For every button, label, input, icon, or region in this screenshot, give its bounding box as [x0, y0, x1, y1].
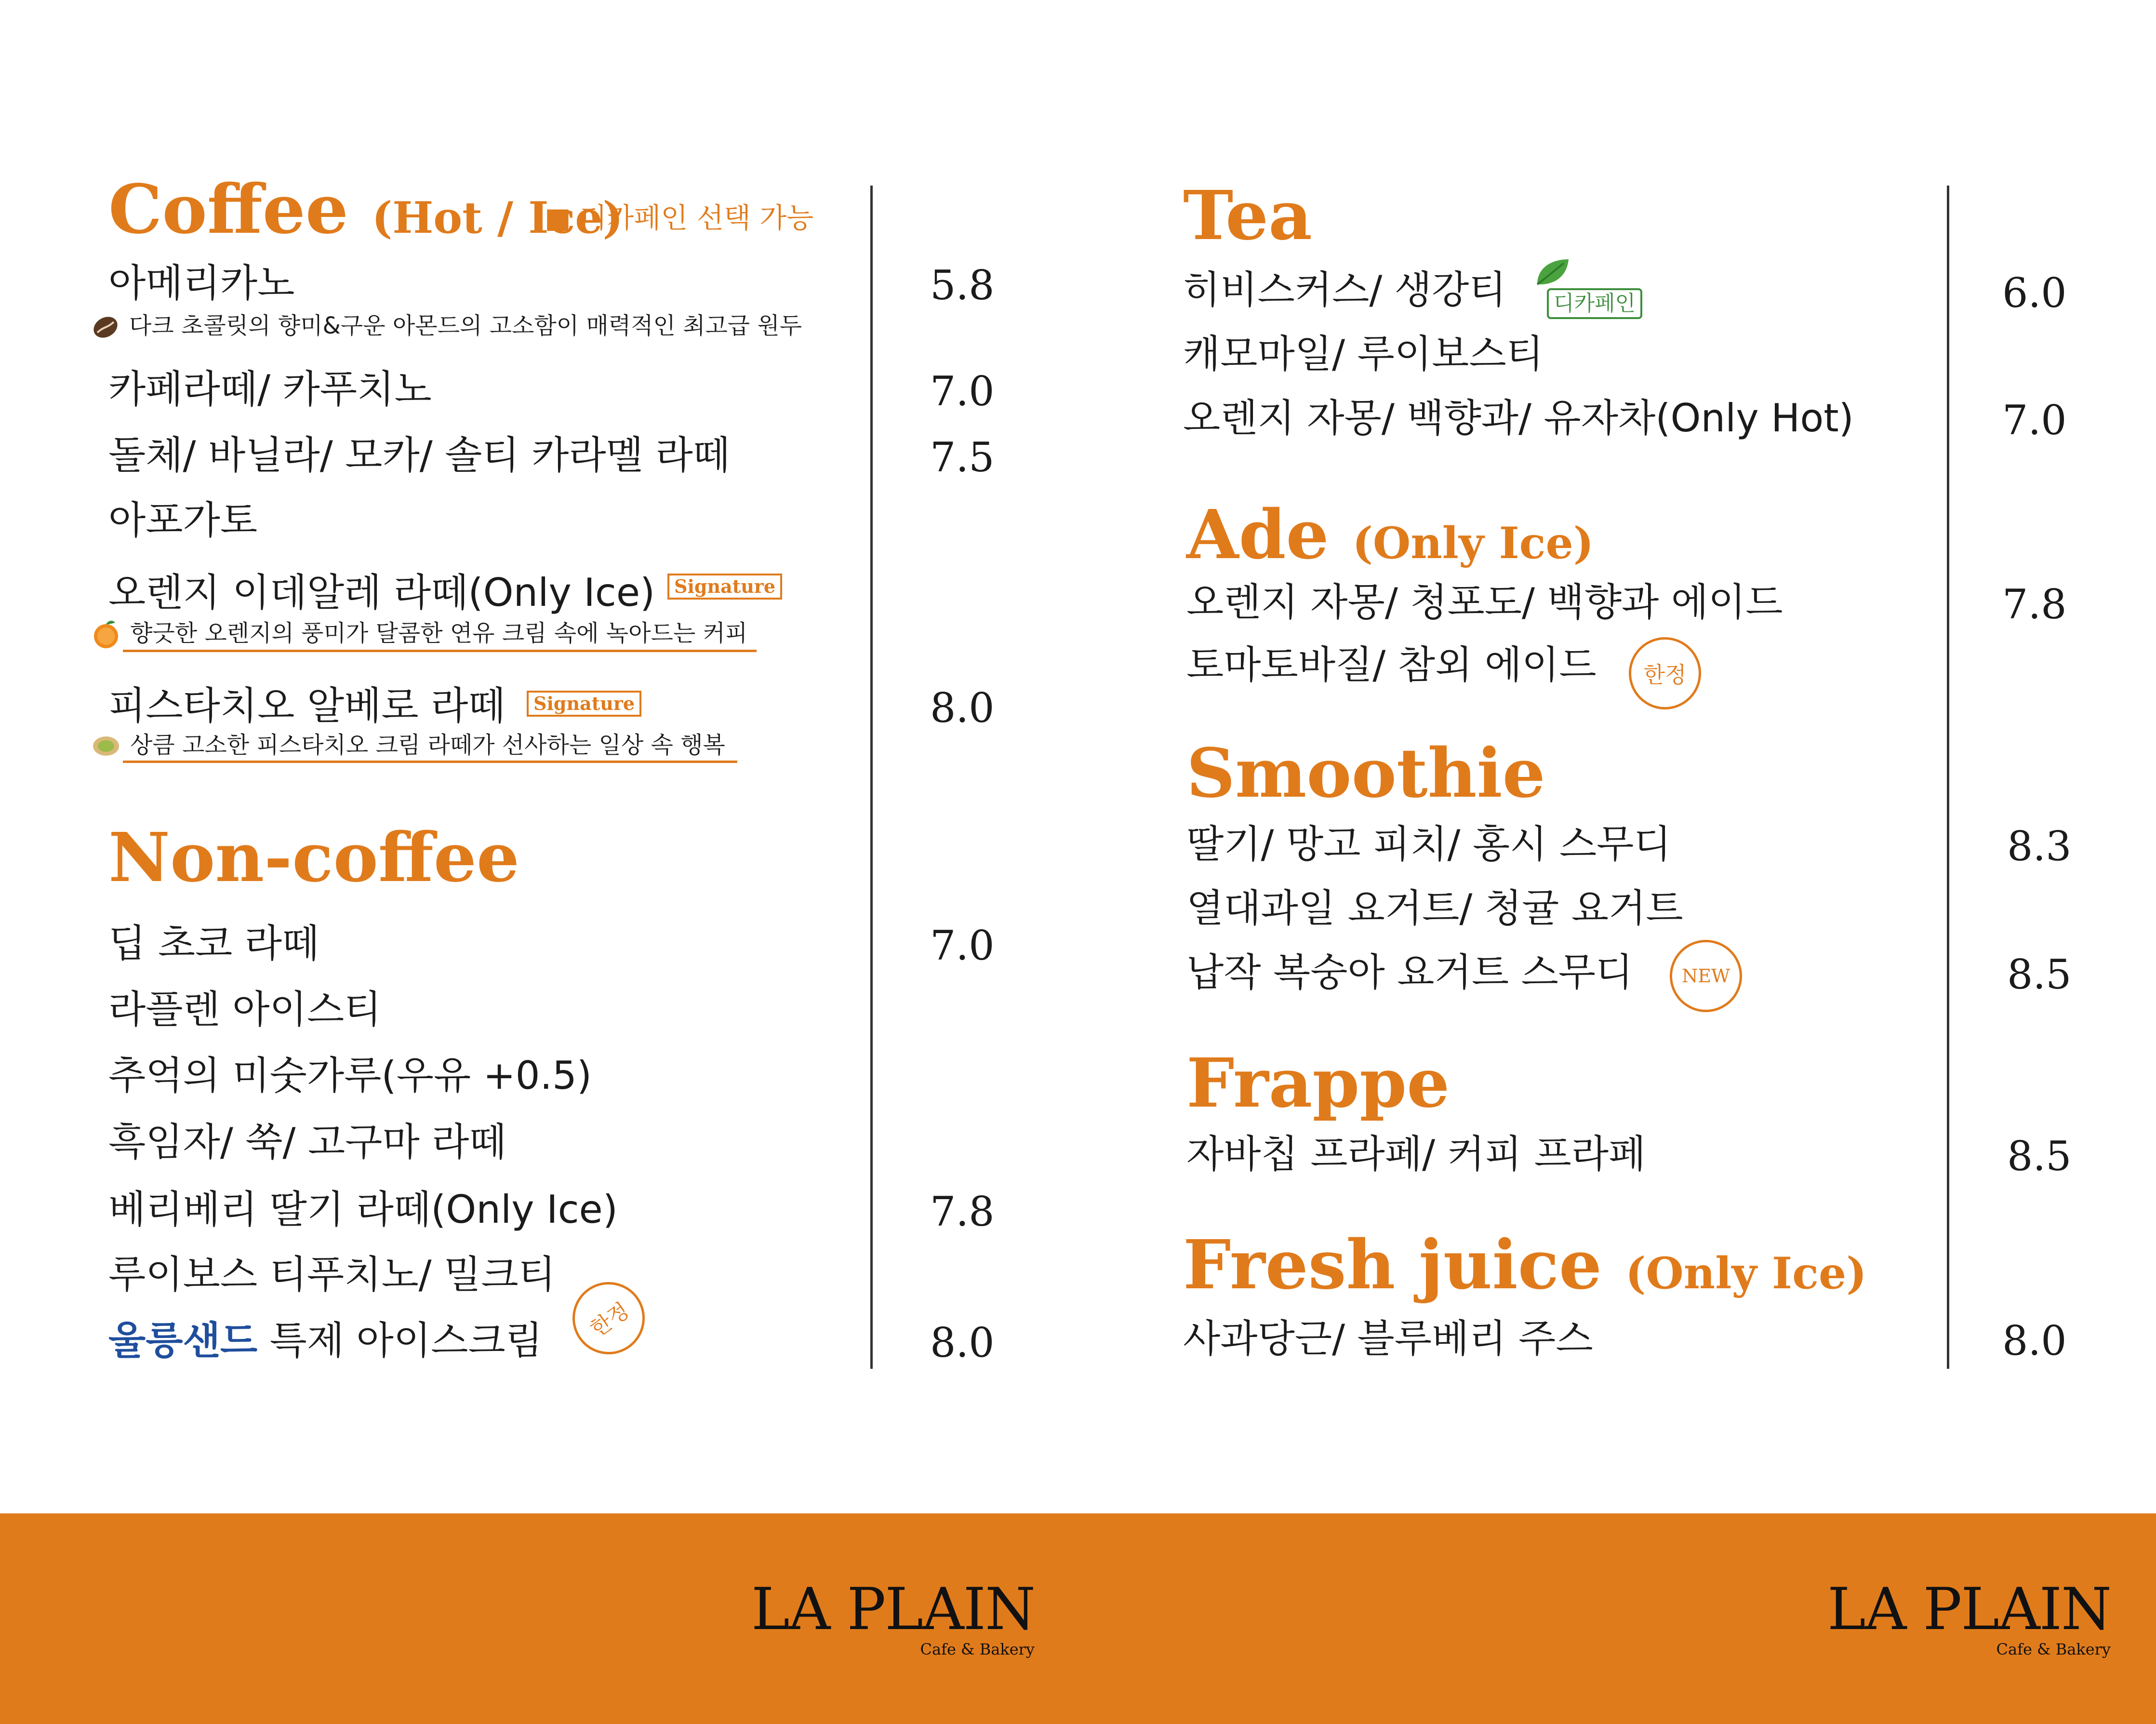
coffee-subtitle: (Hot / Ice)	[372, 192, 624, 243]
desc-pistachio-latte: 상큼 고소한 피스타치오 크림 라떼가 선사하는 일상 속 행복	[130, 732, 725, 759]
logo-right	[1827, 1576, 2111, 1658]
ulleung-rest: 특제 아이스크림	[257, 1318, 543, 1363]
menu-item-americano: 아메리카노	[108, 261, 295, 306]
menu-item-smoothie-fruit: 딸기/ 망고 피치/ 홍시 스무디	[1186, 822, 1671, 867]
juice-title: Fresh juice	[1183, 1226, 1602, 1305]
price-cafe-latte: 7.0	[930, 368, 995, 415]
decaf-badge: 디카페인	[1547, 288, 1642, 319]
ulleung-highlight: 울릉샌드	[108, 1318, 258, 1363]
desc-underline	[123, 761, 737, 763]
frappe-title: Frappe	[1186, 1044, 1450, 1123]
menu-item-ade-tomato: 토마토바질/ 참외 에이드	[1186, 642, 1597, 687]
noncoffee-title: Non-coffee	[108, 818, 519, 897]
signature-badge: Signature	[527, 691, 641, 717]
menu-item-yogurt: 열대과일 요거트/ 청귤 요거트	[1186, 886, 1683, 931]
price-frappe: 8.5	[2007, 1133, 2072, 1180]
menu-item-strawberry-latte: 베리베리 딸기 라떼(Only Ice)	[108, 1187, 618, 1232]
menu-item-ade-citrus: 오렌지 자몽/ 청포도/ 백향과 에이드	[1186, 580, 1783, 625]
column-divider	[870, 186, 873, 1369]
menu-item-hibiscus: 히비스커스/ 생강티	[1183, 267, 1506, 312]
menu-item-orange-latte: 오렌지 이데알레 라떼(Only Ice)	[108, 570, 655, 615]
price-citrus-tea: 7.0	[2002, 397, 2067, 444]
menu-item-misutgaru: 추억의 미숫가루(우유 +0.5)	[108, 1053, 592, 1098]
logo-tagline: Cafe & Bakery	[920, 1640, 1035, 1658]
price-smoothie-fruit: 8.3	[2007, 823, 2072, 870]
logo-tagline: Cafe & Bakery	[1996, 1640, 2111, 1658]
menu-item-frappe: 자바칩 프라페/ 커피 프라페	[1186, 1132, 1646, 1176]
new-bubble: NEW	[1670, 940, 1742, 1012]
menu-item-flavored-latte: 돌체/ 바닐라/ 모카/ 솔티 카라멜 라떼	[108, 433, 730, 478]
menu-item-citrus-tea: 오렌지 자몽/ 백향과/ 유자차(Only Hot)	[1183, 396, 1854, 441]
smoothie-title: Smoothie	[1186, 734, 1545, 813]
juice-heading	[1183, 1226, 1867, 1305]
price-juice: 8.0	[2002, 1317, 2067, 1364]
pistachio-icon	[89, 728, 123, 762]
ade-heading	[1186, 495, 1594, 575]
menu-item-rooibos-tea: 루이보스 티푸치노/ 밀크티	[108, 1252, 556, 1297]
decaf-note: ■ 디카페인 선택 가능	[545, 201, 814, 234]
menu-item-chamomile: 캐모마일/ 루이보스티	[1183, 332, 1544, 376]
coffee-title: Coffee	[108, 170, 348, 249]
price-americano: 5.8	[930, 262, 995, 309]
price-deep-choco: 7.0	[930, 922, 995, 969]
desc-americano: 다크 초콜릿의 향미&구운 아몬드의 고소함이 매력적인 최고급 원두	[129, 312, 802, 339]
menu-item-pistachio-latte: 피스타치오 알베로 라떼	[108, 683, 506, 728]
menu-item-grain-latte: 흑임자/ 쑥/ 고구마 라떼	[108, 1120, 506, 1164]
price-pistachio-latte: 8.0	[930, 684, 995, 732]
coffee-bean-icon	[91, 312, 120, 342]
logo-name: LA PLAIN	[751, 1576, 1035, 1643]
logo-left	[751, 1576, 1035, 1658]
tea-title: Tea	[1183, 176, 1312, 255]
limited-bubble: 한정	[559, 1268, 659, 1369]
price-strawberry-latte: 7.8	[930, 1188, 995, 1235]
limited-bubble: 한정	[1629, 637, 1701, 709]
price-peach-smoothie: 8.5	[2007, 951, 2072, 998]
column-divider	[1947, 186, 1949, 1369]
menu-item-iced-tea: 라플렌 아이스티	[108, 987, 382, 1032]
signature-badge: Signature	[667, 574, 782, 600]
desc-underline	[123, 650, 757, 652]
logo-name: LA PLAIN	[1827, 1576, 2111, 1643]
menu-item-juice: 사과당근/ 블루베리 주스	[1183, 1316, 1593, 1361]
leaf-icon	[1532, 255, 1571, 289]
menu-item-ulleung-sand	[108, 1318, 543, 1363]
ade-subtitle: (Only Ice)	[1352, 518, 1594, 569]
desc-orange-latte: 향긋한 오렌지의 풍미가 달콤한 연유 크림 속에 녹아드는 커피	[130, 620, 748, 647]
price-ade-citrus: 7.8	[2002, 581, 2067, 628]
menu-item-cafe-latte: 카페라떼/ 카푸치노	[108, 367, 432, 412]
ade-title: Ade	[1186, 495, 1329, 575]
juice-subtitle: (Only Ice)	[1625, 1248, 1867, 1299]
price-hibiscus: 6.0	[2002, 269, 2067, 317]
menu-item-peach-smoothie: 납작 복숭아 요거트 스무디	[1186, 950, 1633, 995]
price-ulleung-sand: 8.0	[930, 1319, 995, 1366]
price-flavored-latte: 7.5	[930, 434, 995, 481]
menu-item-deep-choco: 딥 초코 라떼	[108, 921, 319, 966]
orange-icon	[89, 617, 123, 651]
menu-item-affogato: 아포가토	[108, 498, 258, 543]
